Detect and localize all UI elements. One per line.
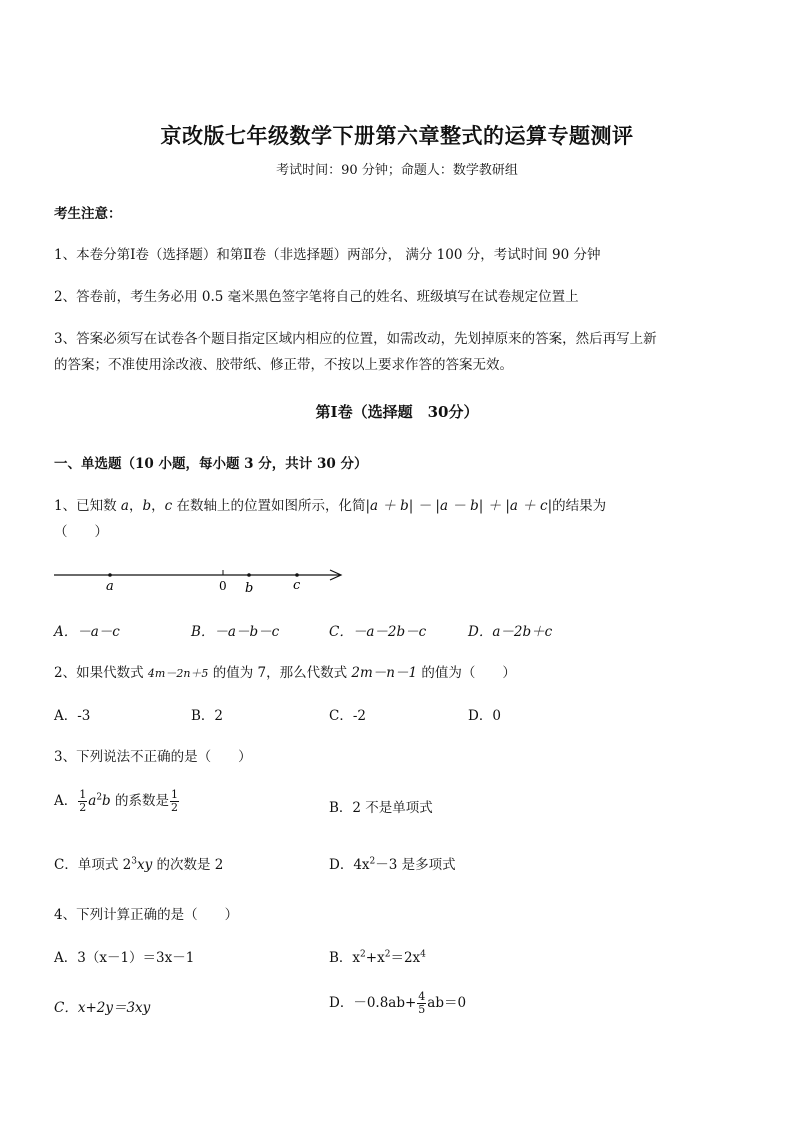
notice-item-1: 1、本卷分第Ⅰ卷（选择题）和第Ⅱ卷（非选择题）两部分， 满分 100 分，考试时间 90 分钟 — [54, 247, 601, 263]
label-a: a — [106, 579, 114, 594]
fraction-half: $\frac{1}{2}$ — [79, 788, 87, 814]
question-3-stem: 3、下列说法不正确的是（ ） — [54, 749, 252, 765]
question-2-option-b[interactable]: B．2 — [191, 708, 224, 724]
question-2-option-a[interactable]: A．-3 — [54, 708, 91, 724]
question-2-option-c[interactable]: C．-2 — [329, 708, 366, 724]
question-3-option-a[interactable]: A． $\frac{1}{2}$ $a^2b$ 的系数是 $\frac{1}{2}$ — [54, 788, 178, 814]
question-1-option-a[interactable]: A．－a－c — [54, 624, 120, 640]
question-3-option-b[interactable]: B．2 不是单项式 — [329, 800, 433, 816]
notice-item-3-line-1: 3、答案必须写在试卷各个题目指定区域内相应的位置，如需改动，先划掉原来的答案，然后再写上新 — [54, 331, 657, 347]
label-b: b — [245, 581, 254, 596]
exam-info: 考试时间：90 分钟；命题人：数学教研组 — [276, 163, 518, 178]
question-4-option-d[interactable]: D．－0.8ab+ $\frac{4}{5}$ ab＝0 — [329, 990, 467, 1016]
question-4-option-a[interactable]: A．3（x－1）＝3x－1 — [54, 950, 195, 966]
question-1-option-c[interactable]: C．－a－2b－c — [329, 624, 427, 640]
notice-item-3-line-2: 的答案；不准使用涂改液、胶带纸、修正带，不按以上要求作答的答案无效。 — [54, 357, 513, 373]
question-1-answer-paren: （ ） — [54, 524, 108, 540]
number-line-figure — [50, 560, 350, 600]
question-4-stem: 4、下列计算正确的是（ ） — [54, 907, 239, 923]
point-b — [247, 573, 251, 577]
question-1-option-d[interactable]: D．a－2b＋c — [468, 624, 553, 640]
part1-heading: 第Ⅰ卷（选择题 30分） — [315, 403, 479, 421]
section-heading: 一、单选题（10 小题，每小题 3 分，共计 30 分） — [54, 456, 368, 472]
question-1-stem: 1、已知数 a，b，c 在数轴上的位置如图所示，化简|a ＋ b| － |a － b| ＋ |a ＋ c|的结果为 — [54, 498, 607, 514]
question-4-option-c[interactable]: C．x+2y＝3xy — [54, 1000, 151, 1016]
label-zero: 0 — [219, 579, 227, 593]
fraction-four-fifths: $\frac{4}{5}$ — [418, 990, 426, 1016]
question-4-option-b[interactable]: B．$x^2+x^2=2x^4$ — [329, 949, 426, 966]
point-a — [108, 573, 112, 577]
point-c — [295, 573, 299, 577]
fraction-half-coefficient: $\frac{1}{2}$ — [171, 788, 178, 814]
question-2-stem: 2、如果代数式 4m－2n＋5 的值为 7，那么代数式 2m－n－1 的值为（ ） — [54, 665, 516, 681]
notice-item-2: 2、答卷前，考生务必用 0.5 毫米黑色签字笔将自己的姓名、班级填写在试卷规定位置上 — [54, 289, 579, 305]
question-1-option-b[interactable]: B．－a－b－c — [191, 624, 280, 640]
question-2-option-d[interactable]: D．0 — [468, 708, 501, 724]
page-title: 京改版七年级数学下册第六章整式的运算专题测评 — [160, 123, 634, 148]
question-3-option-d[interactable]: D．$4x^2-3$ 是多项式 — [329, 856, 456, 873]
notice-heading: 考生注意： — [54, 206, 122, 222]
question-3-option-c[interactable]: C．单项式 $2^3xy$ 的次数是 2 — [54, 856, 224, 873]
label-c: c — [293, 578, 301, 593]
